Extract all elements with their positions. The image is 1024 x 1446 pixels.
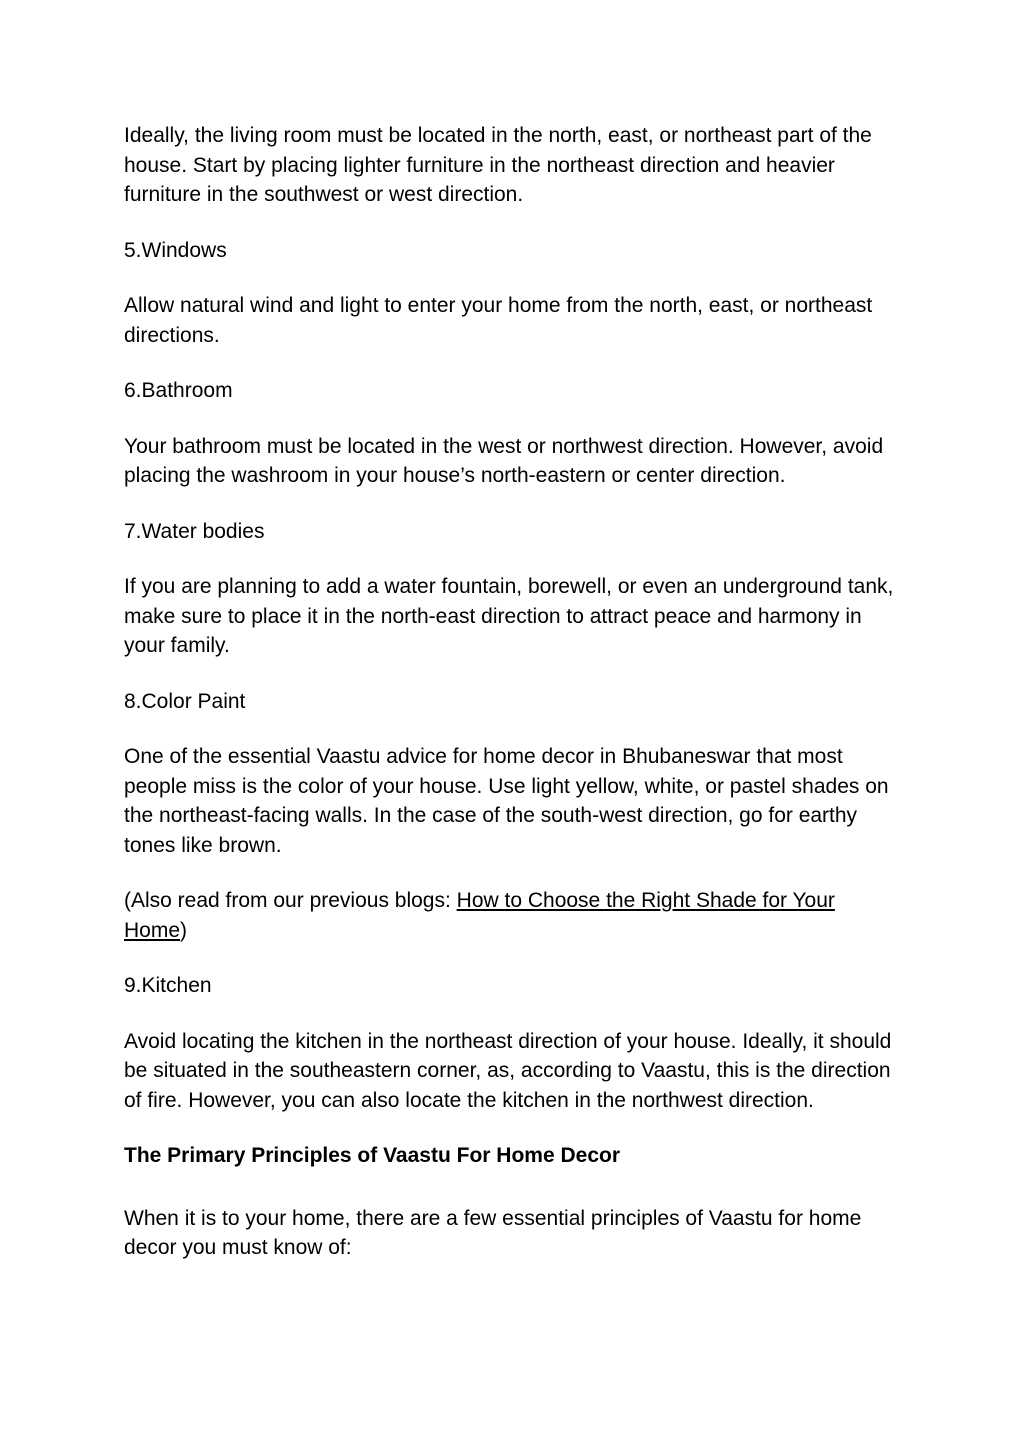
windows-heading: 5.Windows: [124, 238, 227, 262]
document-page: [124, 121, 900, 1263]
kitchen-heading: 9.Kitchen: [124, 974, 212, 997]
water-bodies-heading: 7.Water bodies: [124, 519, 265, 543]
color-paint-heading: 8.Color Paint: [124, 689, 246, 713]
also-read-suffix: ): [180, 918, 188, 942]
water-bodies-paragraph: If you are planning to add a water fountain, borewell, or even an underground tank, make sure to place it in the north-east direction to attract peace and harmony in your family.: [124, 575, 894, 657]
also-read-prefix: (Also read from our previous blogs:: [124, 889, 457, 912]
principles-paragraph: When it is to your home, there are a few essential principles of Vaastu for home decor you must know of:: [124, 1206, 862, 1259]
blog-link[interactable]: How to Choose the Right Shade for Your Home: [124, 889, 835, 942]
bathroom-paragraph: Your bathroom must be located in the west or northwest direction. However, avoid placing the washroom in your house’s north-eastern or center direction.: [124, 434, 884, 487]
color-paint-paragraph: One of the essential Vaastu advice for home decor in Bhubaneswar that most people miss is the color of your house. Use light yellow, white, or pastel shades on the northeast-facing walls. In the case of the south-west direction, go for earthy tones like brown.: [124, 745, 889, 857]
windows-paragraph: Allow natural wind and light to enter your home from the north, east, or northeast directions.: [124, 294, 873, 347]
bathroom-heading: 6.Bathroom: [124, 379, 233, 402]
living-room-paragraph: Ideally, the living room must be located in the north, east, or northeast part of the house. Start by placing lighter furniture in the northeast direction and heavier furniture in the southwest or west direction.: [124, 124, 872, 206]
principles-heading: The Primary Principles of Vaastu For Home Decor: [124, 1144, 620, 1167]
also-read-paragraph: [124, 886, 900, 945]
kitchen-paragraph: Avoid locating the kitchen in the northeast direction of your house. Ideally, it should be situated in the southeastern corner, as, according to Vaastu, this is the direction of fire. However, you can also locate the kitchen in the northwest direction.: [124, 1029, 892, 1112]
